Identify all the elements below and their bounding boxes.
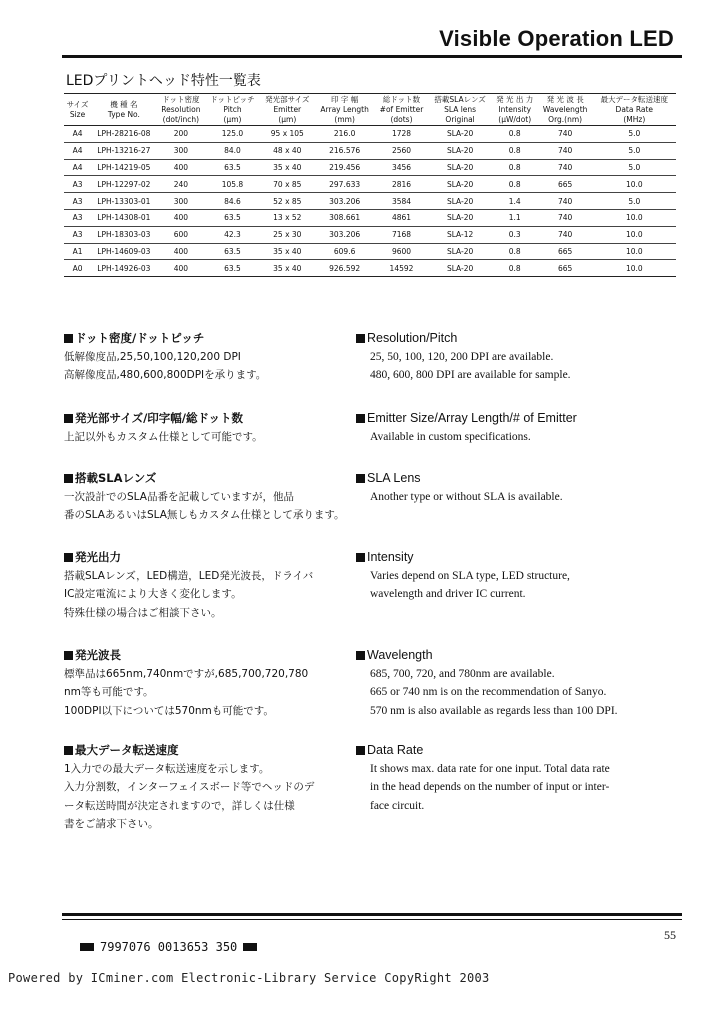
column-header-unit: (MHz) [623,114,646,124]
column-header [428,94,491,126]
section-heading: SLA Lens [356,469,563,488]
table-cell: LPH-14308-01 [91,209,157,226]
table-cell: A3 [64,226,91,243]
column-header-en: SLA lens [444,104,477,114]
section-jp-datarate [64,741,314,834]
table-cell: 48 x 40 [260,142,315,159]
table-header-row [64,94,676,126]
column-header-en: Emitter [273,104,302,114]
column-header-en: Type No. [107,109,140,119]
column-header-jp: 搭載SLAレンズ [434,94,486,104]
table-cell: 0.8 [492,142,538,159]
column-header-en: Data Rate [615,104,654,114]
table-cell: A3 [64,193,91,210]
table-title: LEDプリントヘッド特性一覧表 [66,73,261,89]
table-cell: SLA-20 [428,176,491,193]
table-cell: 52 x 85 [260,193,315,210]
table-row [64,243,676,260]
table-cell: 600 [157,226,205,243]
table-row [64,126,676,143]
table-cell: 216.576 [315,142,375,159]
table-cell: SLA-20 [428,193,491,210]
table-cell: 10.0 [593,209,676,226]
section-heading: Data Rate [356,741,610,760]
table-cell: A4 [64,159,91,176]
table-cell: A1 [64,243,91,260]
table-cell: 200 [157,126,205,143]
section-body: 25, 50, 100, 120, 200 DPI are available. 480, 600, 800 DPI are available for sample. [370,350,571,381]
table-cell: 1728 [375,126,429,143]
section-body: 1入力での最大データ転送速度を示します。 入力分割数，インターフェイスボード等でヘッドのデ ータ転送時間が決定されますので，詳しくは仕様 書をご請求下さい。 [64,762,315,830]
section-body: 低解像度品,25,50,100,120,200 DPI 高解像度品,480,600,800DPIを承ります。 [64,350,267,381]
section-en-resolution [356,329,571,385]
column-header-en: Pitch [223,104,242,114]
section-jp-resolution [64,329,266,385]
section-heading: Intensity [356,548,570,567]
table-cell: SLA-20 [428,126,491,143]
table-row [64,209,676,226]
footer-rule-thin [62,919,682,920]
table-cell: 400 [157,159,205,176]
column-header-jp: ドットピッチ [210,94,255,104]
table-cell: SLA-20 [428,260,491,277]
table-cell: 216.0 [315,126,375,143]
column-header-en: Intensity [498,104,532,114]
section-body: Varies depend on SLA type, LED structure, wavelength and driver IC current. [370,569,570,600]
table-cell: SLA-20 [428,142,491,159]
square-bullet-icon [356,474,365,483]
section-body: Available in custom specifications. [370,430,531,443]
table-cell: 400 [157,243,205,260]
square-bullet-icon [356,746,365,755]
table-cell: 0.8 [492,260,538,277]
table-cell: LPH-14609-03 [91,243,157,260]
table-cell: 5.0 [593,126,676,143]
square-bullet-icon [64,651,73,660]
table-cell: 665 [538,243,593,260]
table-cell: 84.0 [205,142,260,159]
table-cell: 740 [538,126,593,143]
table-cell: 740 [538,209,593,226]
table-cell: 105.8 [205,176,260,193]
column-header-jp: 印 字 幅 [331,94,359,104]
table-cell: 63.5 [205,243,260,260]
column-header [91,94,157,126]
column-header-en: #of Emitter [379,104,424,114]
table-cell: 740 [538,226,593,243]
section-heading: Resolution/Pitch [356,329,571,348]
table-row [64,176,676,193]
column-header [492,94,538,126]
spec-table [64,93,676,277]
table-cell: 13 x 52 [260,209,315,226]
column-header [64,94,91,126]
column-header-unit: (μm) [223,114,242,124]
table-cell: 5.0 [593,142,676,159]
column-header [593,94,676,126]
column-header-unit: Org.(nm) [548,114,583,124]
table-cell: 7168 [375,226,429,243]
table-cell: LPH-13216-27 [91,142,157,159]
section-heading: 搭載SLAレンズ [64,469,345,488]
table-cell: 0.3 [492,226,538,243]
table-cell: A3 [64,209,91,226]
table-cell: 25 x 30 [260,226,315,243]
square-bullet-icon [64,553,73,562]
table-cell: 740 [538,142,593,159]
table-cell: SLA-20 [428,243,491,260]
table-row [64,226,676,243]
column-header [375,94,429,126]
table-cell: 303.206 [315,193,375,210]
column-header-jp: 機 種 名 [110,99,138,109]
table-cell: 10.0 [593,176,676,193]
table-cell: 5.0 [593,159,676,176]
table-cell: SLA-20 [428,209,491,226]
table-row [64,193,676,210]
table-row [64,260,676,277]
table-cell: 609.6 [315,243,375,260]
footer-credit: Powered by ICminer.com Electronic-Library Service CopyRight 2003 [8,971,490,985]
table-cell: 10.0 [593,260,676,277]
barcode-block-icon [243,943,257,951]
table-cell: 42.3 [205,226,260,243]
column-header-unit: (dot/inch) [162,114,200,124]
section-body: Another type or without SLA is available. [370,490,563,503]
section-body: 上記以外もカスタム仕様として可能です。 [64,430,263,443]
column-header-en: Size [69,109,86,119]
table-cell: 0.8 [492,126,538,143]
table-cell: LPH-14926-03 [91,260,157,277]
table-row [64,142,676,159]
section-body: 685, 700, 720, and 780nm are available. 665 or 740 nm is on the recommendation of Sanyo. 570 nm is also available as regards less than 100 DPI. [370,667,618,717]
section-heading: Wavelength [356,646,618,665]
table-cell: SLA-12 [428,226,491,243]
table-cell: 2816 [375,176,429,193]
table-cell: 70 x 85 [260,176,315,193]
square-bullet-icon [64,474,73,483]
square-bullet-icon [356,414,365,423]
column-header-en: Array Length [320,104,369,114]
table-cell: SLA-20 [428,159,491,176]
table-cell: LPH-18303-03 [91,226,157,243]
section-body: 搭載SLAレンズ，LED構造，LED発光波長，ドライバ IC設定電流により大きく変化します。 特殊仕様の場合はご相談下さい。 [64,569,314,619]
column-header [315,94,375,126]
table-cell: 740 [538,193,593,210]
table-cell: 297.633 [315,176,375,193]
section-jp-sla [64,469,345,525]
section-heading: 最大データ転送速度 [64,741,314,760]
table-cell: 1.1 [492,209,538,226]
section-body: It shows max. data rate for one input. Total data rate in the head depends on the number of input or inter- face circuit. [370,762,610,812]
column-header-unit: (μW/dot) [498,114,532,124]
square-bullet-icon [64,414,73,423]
table-row [64,159,676,176]
column-header-unit: (dots) [390,114,413,124]
table-cell: 4861 [375,209,429,226]
table-cell: 665 [538,176,593,193]
table-body [64,126,676,277]
table-cell: 9600 [375,243,429,260]
column-header-jp: 発 光 出 力 [496,94,534,104]
table-cell: 400 [157,209,205,226]
section-jp-wavelength [64,646,308,720]
table-cell: 125.0 [205,126,260,143]
table-cell: 300 [157,142,205,159]
square-bullet-icon [356,651,365,660]
table-cell: 740 [538,159,593,176]
column-header-en: Wavelength [542,104,588,114]
table-cell: 0.8 [492,243,538,260]
table-cell: 35 x 40 [260,243,315,260]
table-cell: 400 [157,260,205,277]
section-heading: 発光出力 [64,548,313,567]
table-cell: 2560 [375,142,429,159]
column-header-en: Resolution [161,104,201,114]
table-cell: 0.8 [492,159,538,176]
table-cell: 63.5 [205,209,260,226]
table-cell: 1.4 [492,193,538,210]
table-cell: 926.592 [315,260,375,277]
section-heading: ドット密度/ドットピッチ [64,329,266,348]
column-header [260,94,315,126]
section-heading: 発光部サイズ/印字幅/総ドット数 [64,409,263,428]
table-cell: 308.661 [315,209,375,226]
barcode-text: 7997076 0013653 350 [100,940,238,954]
column-header-jp: 発光部サイズ [265,94,310,104]
barcode [80,940,257,954]
table-cell: LPH-14219-05 [91,159,157,176]
column-header-jp: サイズ [66,99,89,109]
column-header-unit: Original [445,114,475,124]
table-cell: 219.456 [315,159,375,176]
square-bullet-icon [64,746,73,755]
table-cell: 63.5 [205,260,260,277]
section-jp-intensity [64,548,313,622]
section-en-emitter [356,409,577,446]
section-body: 一次設計でのSLA品番を記載していますが，他品 番のSLAあるいはSLA無しもカスタム仕様として承ります。 [64,490,345,521]
section-en-sla [356,469,563,506]
table-cell: LPH-28216-08 [91,126,157,143]
table-cell: 63.5 [205,159,260,176]
table-cell: A0 [64,260,91,277]
column-header [157,94,205,126]
section-jp-emitter [64,409,263,446]
table-cell: 5.0 [593,193,676,210]
table-cell: 0.8 [492,176,538,193]
table-cell: 84.6 [205,193,260,210]
section-heading: Emitter Size/Array Length/# of Emitter [356,409,577,428]
table-cell: 10.0 [593,226,676,243]
table-cell: A4 [64,126,91,143]
section-body: 標準品は665nm,740nmですが,685,700,720,780 nm等も可能です。 100DPI以下については570nmも可能です。 [64,667,309,717]
section-heading: 発光波長 [64,646,308,665]
table-cell: 300 [157,193,205,210]
table-cell: 3456 [375,159,429,176]
table-cell: 95 x 105 [260,126,315,143]
footer-rule [62,913,682,916]
barcode-block-icon [80,943,94,951]
column-header-jp: 発 光 波 長 [546,94,584,104]
column-header-jp: ドット密度 [162,94,200,104]
column-header [538,94,593,126]
table-cell: 10.0 [593,243,676,260]
table-cell: 665 [538,260,593,277]
table-cell: 240 [157,176,205,193]
square-bullet-icon [356,334,365,343]
table-cell: 3584 [375,193,429,210]
table-cell: 35 x 40 [260,260,315,277]
column-header-jp: 総ドット数 [382,94,421,104]
table-cell: 303.206 [315,226,375,243]
column-header-unit: (mm) [334,114,355,124]
table-cell: LPH-12297-02 [91,176,157,193]
table-cell: 35 x 40 [260,159,315,176]
column-header-jp: 最大データ転送速度 [600,94,669,104]
table-cell: A3 [64,176,91,193]
header-rule [62,55,682,58]
square-bullet-icon [356,553,365,562]
table-cell: A4 [64,142,91,159]
page-title: Visible Operation LED [439,26,674,51]
page-number: 55 [664,928,676,942]
table-cell: 14592 [375,260,429,277]
column-header-unit: (μm) [278,114,297,124]
section-en-intensity [356,548,570,604]
column-header [205,94,260,126]
square-bullet-icon [64,334,73,343]
section-en-datarate [356,741,610,815]
table-cell: LPH-13303-01 [91,193,157,210]
section-en-wavelength [356,646,618,720]
